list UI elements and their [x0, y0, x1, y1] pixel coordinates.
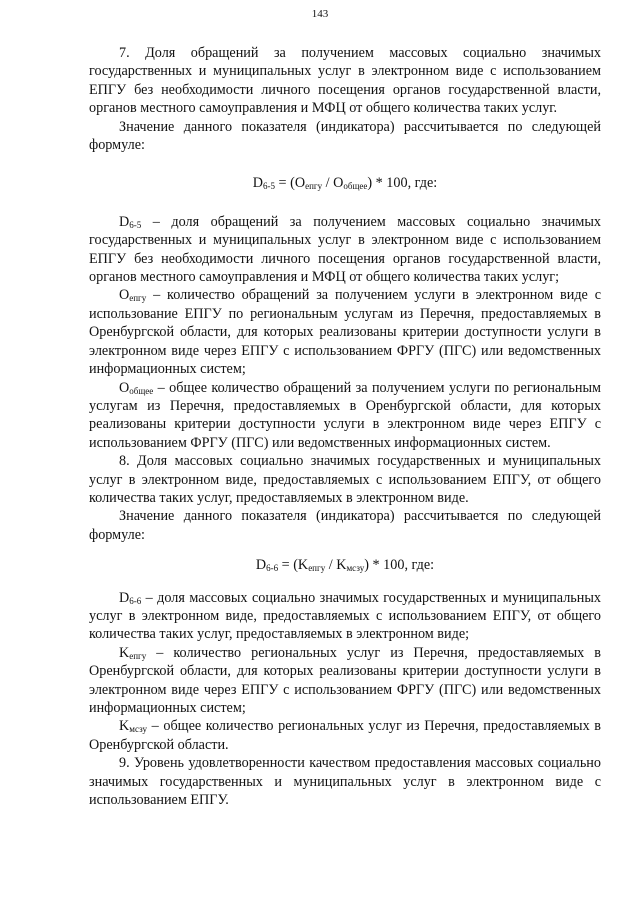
formula-open: = (K [278, 557, 309, 574]
definition-o-epgu [89, 286, 601, 378]
section-7-intro: Значение данного показателя (индикатора) рассчитывается по следующей формуле: [89, 118, 601, 154]
section-8-heading: 8. Доля массовых социально значимых государственных и муниципальных услуг в электронном виде, предоставляемых с использованием ЕПГУ, от общего количества таких услуг, предоставляемых в электронном виде. [89, 453, 601, 506]
formula-d6-6 [89, 556, 601, 574]
definition-text: – количество региональных услуг из Перечня, предоставляемых в Оренбургской области, для которых реализованы критерии доступности услуги в электронном виде через ЕПГУ с использованием ФРГУ (ПГС) или ведомственных информационных систем; [89, 644, 601, 716]
definition-text: – доля массовых социально значимых государственных и муниципальных услуг в электронном виде, предоставляемых с использованием ЕПГУ, от общего количества таких услуг, предоставляемых в электронном виде; [89, 589, 601, 643]
formula-tail: ) * 100, где: [364, 557, 435, 574]
formula-num-sub: епгу [305, 181, 323, 192]
definition-o-obshee [89, 379, 601, 453]
formula-den-sub: мсзу [346, 563, 365, 574]
definition-d6-5 [89, 213, 601, 287]
formula-mid: / K [325, 557, 347, 574]
formula-tail: ) * 100, где: [367, 175, 438, 192]
page-number: 143 [311, 8, 329, 20]
formula-lhs-sub: 6-6 [266, 563, 279, 574]
definition-k-epgu [89, 644, 601, 718]
document-body [89, 44, 601, 809]
definition-symbol: $O_{епгу}$ [119, 287, 147, 304]
formula-d6-5 [89, 174, 601, 192]
formula-open: = (O [275, 175, 306, 192]
definition-d6-6 [89, 589, 601, 644]
formula-den-sub: общее [343, 181, 368, 192]
definition-symbol: $O_{общее}$ [119, 379, 154, 396]
definition-text: – общее количество региональных услуг из Перечня, предоставляемых в Оренбургской области. [89, 718, 601, 753]
formula-mid: / O [322, 175, 344, 192]
definition-text: – количество обращений за получением услуги в электронном виде с использование ЕПГУ по региональным услугам из Перечня, предоставляемых в Оренбургской области, для которых реализованы критерии доступности услуги в электронном виде через ЕПГУ с использованием ФРГУ (ПГС) или ведомственных информационных систем; [89, 287, 601, 378]
definition-text: – общее количество обращений за получением услуги по региональным услугам из Перечня, предоставляемых в Оренбургской области, для которых реализованы критерии доступности услуги в электронном виде через ЕПГУ с использованием ФРГУ (ПГС) или ведомственных информационных систем. [89, 379, 601, 451]
definition-symbol: $K_{мсзу}$ [119, 718, 148, 735]
section-7-heading: 7. Доля обращений за получением массовых социально значимых государственных и муниципальных услуг в электронном виде с использованием ЕПГУ без необходимости личного посещения органов государственной власти, органов местного самоуправления и МФЦ от общего количества таких услуг. [89, 45, 601, 117]
formula-num-sub: епгу [308, 563, 326, 574]
definition-k-mszu [89, 717, 601, 754]
definition-symbol: $D_{6-5}$ [119, 213, 142, 230]
section-9-heading: 9. Уровень удовлетворенности качеством предоставления массовых социально значимых государственных и муниципальных услуг в электронном виде с использованием ЕПГУ. [89, 755, 601, 809]
definition-symbol: $K_{епгу}$ [119, 644, 147, 661]
formula-lhs: D [255, 557, 267, 574]
formula-lhs-sub: 6-5 [263, 181, 275, 192]
section-8-intro: Значение данного показателя (индикатора) рассчитывается по следующей формуле: [89, 508, 601, 543]
definition-text: – доля обращений за получением массовых социально значимых государственных и муниципальных услуг в электронном виде с использованием ЕПГУ без необходимости личного посещения органов государственной власти, органов местного самоуправления и МФЦ от общего количества таких услуг; [89, 213, 601, 286]
formula-lhs: D [252, 175, 263, 192]
definition-symbol: $D_{6-6}$ [119, 589, 142, 606]
